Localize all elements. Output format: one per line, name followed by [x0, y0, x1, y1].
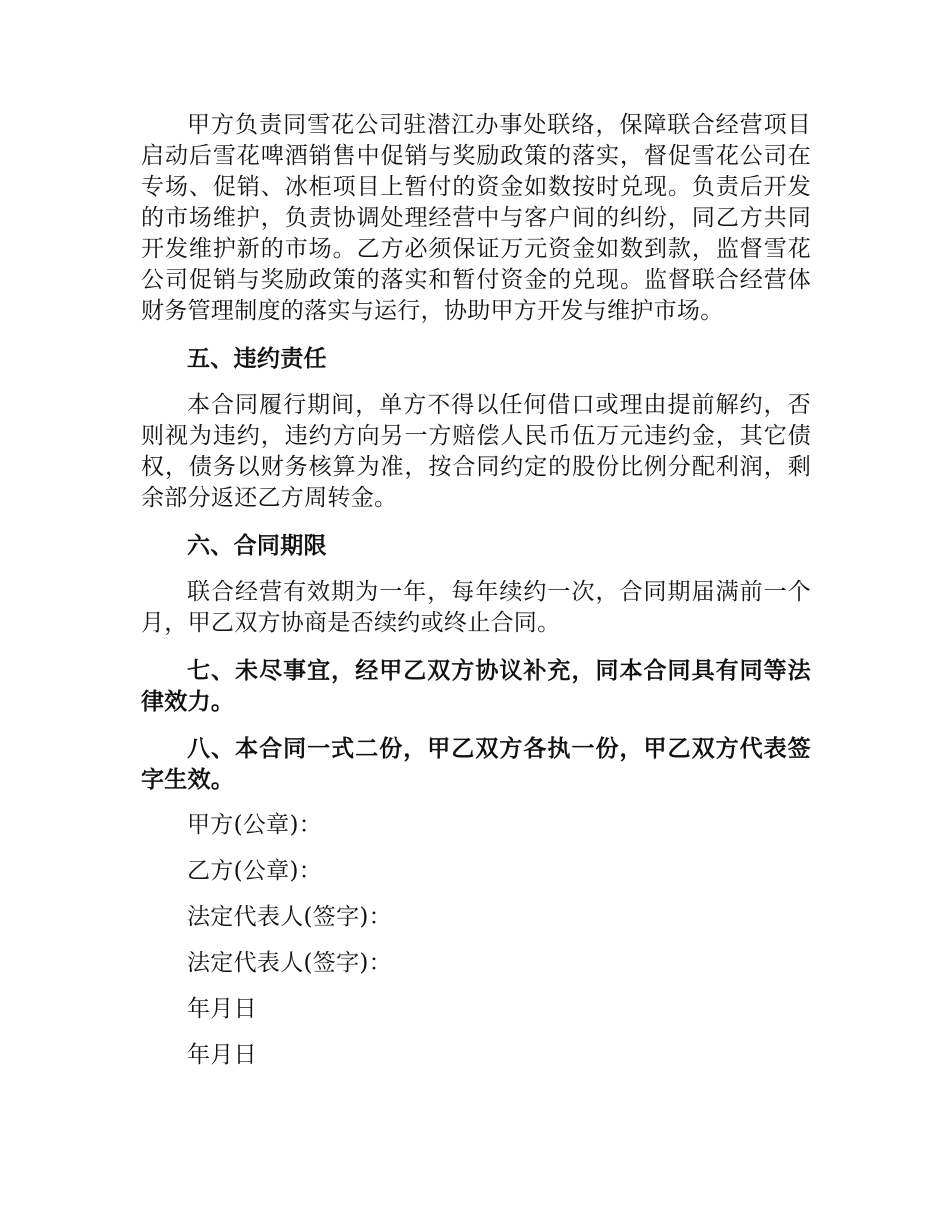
- section-8-paragraph: 八、本合同一式二份，甲乙双方各执一份，甲乙双方代表签字生效。: [141, 735, 811, 793]
- legal-rep-b-signature-line: 法定代表人(签字)：: [187, 950, 392, 976]
- party-a-seal-line: 甲方(公章)：: [187, 812, 323, 838]
- legal-rep-a-signature-line: 法定代表人(签字)：: [187, 904, 392, 930]
- date-a-line: 年月日: [187, 996, 257, 1022]
- section-7-paragraph: 七、未尽事宜，经甲乙双方协议补充，同本合同具有同等法律效力。: [141, 657, 811, 715]
- section-6-paragraph: 联合经营有效期为一年，每年续约一次，合同期届满前一个月，甲乙双方协商是否续约或终止合同。: [141, 579, 811, 636]
- document-page: [141, 110, 811, 1071]
- party-b-seal-line: 乙方(公章)：: [187, 858, 323, 884]
- section-5-heading: 五、违约责任: [187, 345, 327, 372]
- responsibility-paragraph: 甲方负责同雪花公司驻潜江办事处联络，保障联合经营项目启动后雪花啤酒销售中促销与奖励政策的落实，督促雪花公司在专场、促销、冰柜项目上暂付的资金如数按时兑现。负责后开发的市场维护，负责协调处理经营中与客户间的纠纷，同乙方共同开发维护新的市场。乙方必须保证万元资金如数到款，监督雪花公司促销与奖励政策的落实和暂付资金的兑现。监督联合经营体财务管理制度的落实与运行，协助甲方开发与维护市场。: [141, 112, 811, 324]
- section-6-heading: 六、合同期限: [187, 532, 327, 559]
- section-5-paragraph: 本合同履行期间，单方不得以任何借口或理由提前解约，否则视为违约，违约方向另一方赔偿人民币伍万元违约金，其它债权，债务以财务核算为准，按合同约定的股份比例分配利润，剩余部分返还乙方周转金。: [141, 392, 811, 511]
- date-b-line: 年月日: [187, 1042, 257, 1068]
